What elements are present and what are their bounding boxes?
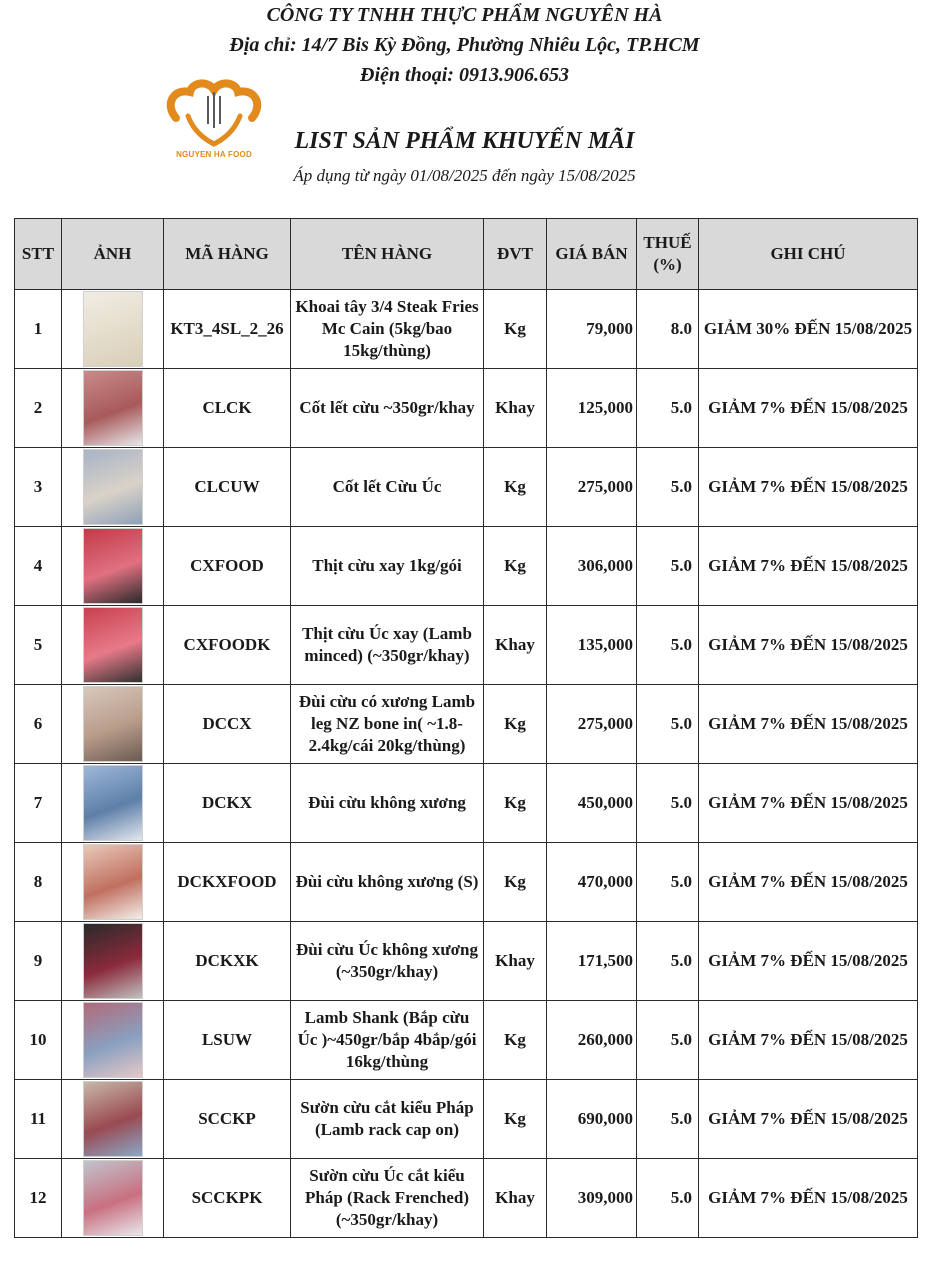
row-name bbox=[291, 290, 484, 369]
company-phone: Điện thoại: 0913.906.653 bbox=[360, 64, 569, 86]
row-name-text: Sườn cừu Úc cắt kiểu Pháp (Rack Frenched) (~350gr/khay) bbox=[304, 1166, 469, 1229]
row-stt: 8 bbox=[15, 843, 62, 922]
boneless-lamb-leg-s-image bbox=[83, 844, 143, 920]
row-price: 171,500 bbox=[547, 922, 637, 1001]
row-stt: 5 bbox=[15, 606, 62, 685]
row-price: 79,000 bbox=[547, 290, 637, 369]
row-note: GIẢM 7% ĐẾN 15/08/2025 bbox=[699, 1001, 918, 1080]
row-name bbox=[291, 369, 484, 448]
row-code: CLCK bbox=[164, 369, 291, 448]
header-note: GHI CHÚ bbox=[699, 219, 918, 290]
row-stt: 9 bbox=[15, 922, 62, 1001]
row-image bbox=[62, 448, 164, 527]
row-note: GIẢM 7% ĐẾN 15/08/2025 bbox=[699, 1080, 918, 1159]
logo-text: NGUYEN HA FOOD bbox=[176, 150, 252, 159]
row-name bbox=[291, 685, 484, 764]
header-code: MÃ HÀNG bbox=[164, 219, 291, 290]
row-note: GIẢM 7% ĐẾN 15/08/2025 bbox=[699, 1159, 918, 1238]
minced-lamb-tray-image bbox=[83, 607, 143, 683]
lamb-cutlet-tray-image bbox=[83, 370, 143, 446]
row-tax: 5.0 bbox=[637, 922, 699, 1001]
table-row bbox=[15, 922, 918, 1001]
page-title: LIST SẢN PHẨM KHUYẾN MÃI bbox=[294, 128, 635, 154]
header-tax: THUẾ (%) bbox=[637, 219, 699, 290]
row-name bbox=[291, 843, 484, 922]
row-code: SCCKPK bbox=[164, 1159, 291, 1238]
table-row bbox=[15, 527, 918, 606]
row-name-text: Thịt cừu Úc xay (Lamb minced) (~350gr/khay) bbox=[302, 624, 472, 665]
row-code: LSUW bbox=[164, 1001, 291, 1080]
row-stt: 2 bbox=[15, 369, 62, 448]
row-code: DCCX bbox=[164, 685, 291, 764]
row-tax: 5.0 bbox=[637, 606, 699, 685]
row-tax: 5.0 bbox=[637, 764, 699, 843]
row-note: GIẢM 30% ĐẾN 15/08/2025 bbox=[699, 290, 918, 369]
table-row bbox=[15, 606, 918, 685]
boneless-lamb-tray-image bbox=[83, 923, 143, 999]
row-price: 690,000 bbox=[547, 1080, 637, 1159]
row-image bbox=[62, 606, 164, 685]
table-header-row bbox=[15, 219, 918, 290]
row-note: GIẢM 7% ĐẾN 15/08/2025 bbox=[699, 764, 918, 843]
row-note: GIẢM 7% ĐẾN 15/08/2025 bbox=[699, 527, 918, 606]
row-image bbox=[62, 1080, 164, 1159]
row-unit: Khay bbox=[484, 369, 547, 448]
row-name bbox=[291, 606, 484, 685]
row-image bbox=[62, 1001, 164, 1080]
header-unit: ĐVT bbox=[484, 219, 547, 290]
row-name bbox=[291, 1159, 484, 1238]
row-stt: 1 bbox=[15, 290, 62, 369]
row-price: 125,000 bbox=[547, 369, 637, 448]
row-name bbox=[291, 448, 484, 527]
row-price: 260,000 bbox=[547, 1001, 637, 1080]
row-price: 309,000 bbox=[547, 1159, 637, 1238]
row-name bbox=[291, 764, 484, 843]
header-name: TÊN HÀNG bbox=[291, 219, 484, 290]
row-note: GIẢM 7% ĐẾN 15/08/2025 bbox=[699, 448, 918, 527]
table-row bbox=[15, 1080, 918, 1159]
row-stt: 6 bbox=[15, 685, 62, 764]
table-row bbox=[15, 448, 918, 527]
row-stt: 3 bbox=[15, 448, 62, 527]
row-tax: 5.0 bbox=[637, 843, 699, 922]
row-name-text: Thịt cừu xay 1kg/gói bbox=[312, 556, 462, 575]
row-stt: 7 bbox=[15, 764, 62, 843]
row-image bbox=[62, 369, 164, 448]
table-row bbox=[15, 290, 918, 369]
row-note: GIẢM 7% ĐẾN 15/08/2025 bbox=[699, 685, 918, 764]
row-image bbox=[62, 527, 164, 606]
row-price: 275,000 bbox=[547, 448, 637, 527]
row-code: CLCUW bbox=[164, 448, 291, 527]
product-table bbox=[14, 218, 918, 1238]
row-code: KT3_4SL_2_26 bbox=[164, 290, 291, 369]
row-note: GIẢM 7% ĐẾN 15/08/2025 bbox=[699, 606, 918, 685]
row-tax: 5.0 bbox=[637, 685, 699, 764]
row-tax: 8.0 bbox=[637, 290, 699, 369]
table-row bbox=[15, 369, 918, 448]
row-unit: Kg bbox=[484, 685, 547, 764]
row-image bbox=[62, 764, 164, 843]
row-code: CXFOOD bbox=[164, 527, 291, 606]
row-price: 275,000 bbox=[547, 685, 637, 764]
lamb-cutlet-pack-image bbox=[83, 449, 143, 525]
row-image bbox=[62, 685, 164, 764]
row-name bbox=[291, 527, 484, 606]
row-code: SCCKP bbox=[164, 1080, 291, 1159]
row-name bbox=[291, 1001, 484, 1080]
row-note: GIẢM 7% ĐẾN 15/08/2025 bbox=[699, 843, 918, 922]
row-image bbox=[62, 290, 164, 369]
row-image bbox=[62, 1159, 164, 1238]
row-code: DCKX bbox=[164, 764, 291, 843]
row-tax: 5.0 bbox=[637, 527, 699, 606]
header-stt: STT bbox=[15, 219, 62, 290]
row-image bbox=[62, 922, 164, 1001]
row-name-text: Khoai tây 3/4 Steak Fries Mc Cain (5kg/bao 15kg/thùng) bbox=[295, 297, 479, 360]
company-name: CÔNG TY TNHH THỰC PHẨM NGUYÊN HÀ bbox=[266, 4, 663, 26]
row-note: GIẢM 7% ĐẾN 15/08/2025 bbox=[699, 922, 918, 1001]
table-row bbox=[15, 685, 918, 764]
row-tax: 5.0 bbox=[637, 369, 699, 448]
row-unit: Kg bbox=[484, 448, 547, 527]
row-unit: Kg bbox=[484, 1001, 547, 1080]
row-image bbox=[62, 843, 164, 922]
table-row bbox=[15, 843, 918, 922]
row-tax: 5.0 bbox=[637, 1080, 699, 1159]
header-price: GIÁ BÁN bbox=[547, 219, 637, 290]
row-unit: Kg bbox=[484, 843, 547, 922]
row-stt: 10 bbox=[15, 1001, 62, 1080]
table-row bbox=[15, 1159, 918, 1238]
row-code: DCKXFOOD bbox=[164, 843, 291, 922]
row-stt: 12 bbox=[15, 1159, 62, 1238]
row-unit: Khay bbox=[484, 1159, 547, 1238]
row-name-text: Cốt lết Cừu Úc bbox=[332, 477, 442, 496]
row-name bbox=[291, 1080, 484, 1159]
row-code: DCKXK bbox=[164, 922, 291, 1001]
row-name-text: Đùi cừu Úc không xương (~350gr/khay) bbox=[296, 940, 478, 981]
row-unit: Khay bbox=[484, 606, 547, 685]
row-unit: Kg bbox=[484, 527, 547, 606]
row-price: 135,000 bbox=[547, 606, 637, 685]
minced-lamb-image bbox=[83, 528, 143, 604]
validity-period: Áp dụng từ ngày 01/08/2025 đến ngày 15/08/2025 bbox=[293, 166, 636, 185]
row-price: 470,000 bbox=[547, 843, 637, 922]
row-name-text: Đùi cừu không xương (S) bbox=[295, 872, 479, 891]
row-name-text: Đùi cừu có xương Lamb leg NZ bone in( ~1.8-2.4kg/cái 20kg/thùng) bbox=[298, 692, 476, 755]
row-unit: Kg bbox=[484, 290, 547, 369]
lamb-shank-image bbox=[83, 1002, 143, 1078]
row-note: GIẢM 7% ĐẾN 15/08/2025 bbox=[699, 369, 918, 448]
nguyen-ha-logo bbox=[162, 78, 266, 170]
row-name-text: Lamb Shank (Bắp cừu Úc )~450gr/bắp 4bắp/gói 16kg/thùng bbox=[297, 1008, 477, 1071]
row-stt: 4 bbox=[15, 527, 62, 606]
row-name-text: Đùi cừu không xương bbox=[308, 793, 466, 812]
lamb-leg-bone-in-image bbox=[83, 686, 143, 762]
row-stt: 11 bbox=[15, 1080, 62, 1159]
row-price: 450,000 bbox=[547, 764, 637, 843]
row-name bbox=[291, 922, 484, 1001]
row-tax: 5.0 bbox=[637, 448, 699, 527]
header-image: ẢNH bbox=[62, 219, 164, 290]
row-name-text: Cốt lết cừu ~350gr/khay bbox=[299, 398, 475, 417]
row-code: CXFOODK bbox=[164, 606, 291, 685]
row-unit: Kg bbox=[484, 764, 547, 843]
row-tax: 5.0 bbox=[637, 1159, 699, 1238]
row-unit: Khay bbox=[484, 922, 547, 1001]
table-row bbox=[15, 764, 918, 843]
row-name-text: Sườn cừu cắt kiểu Pháp (Lamb rack cap on) bbox=[300, 1098, 474, 1139]
fries-bag-image bbox=[83, 291, 143, 367]
boneless-lamb-leg-image bbox=[83, 765, 143, 841]
lamb-rack-image bbox=[83, 1081, 143, 1157]
row-tax: 5.0 bbox=[637, 1001, 699, 1080]
table-row bbox=[15, 1001, 918, 1080]
company-address: Địa chỉ: 14/7 Bis Kỳ Đồng, Phường Nhiêu Lộc, TP.HCM bbox=[229, 34, 700, 56]
lamb-rack-tray-image bbox=[83, 1160, 143, 1236]
row-unit: Kg bbox=[484, 1080, 547, 1159]
row-price: 306,000 bbox=[547, 527, 637, 606]
